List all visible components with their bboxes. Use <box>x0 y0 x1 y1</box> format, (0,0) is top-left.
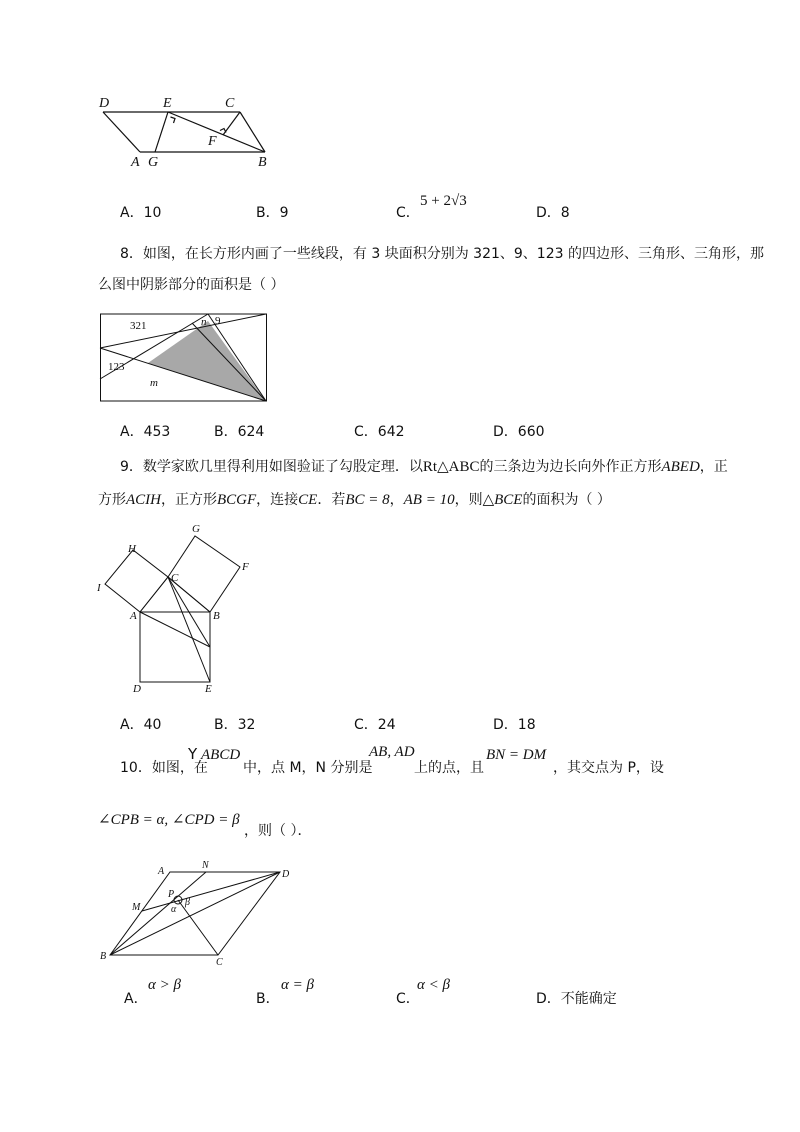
q9-option-a[interactable]: A．40 <box>120 717 162 733</box>
q10-condition: BN = DM <box>486 747 547 763</box>
q10-option-a-value: α > β <box>148 977 181 993</box>
q7-option-d[interactable]: D．8 <box>536 205 570 221</box>
q10-option-b[interactable]: B． <box>256 991 280 1007</box>
q9-label-G: G <box>192 523 200 535</box>
q8-figure <box>100 313 270 403</box>
q10-label-M: M <box>132 902 141 913</box>
q7-option-c[interactable]: C． <box>396 205 420 221</box>
q10-option-b-value: α = β <box>281 977 314 993</box>
q9-label-E: E <box>205 683 212 695</box>
q10-option-a[interactable]: A． <box>124 991 148 1007</box>
q7-option-c-value: 5 + 2√3 <box>420 193 467 209</box>
q10-label-D: D <box>282 869 290 880</box>
q10-label-N: N <box>202 860 209 871</box>
q9-option-d[interactable]: D．18 <box>493 717 536 733</box>
q10-option-c[interactable]: C． <box>396 991 420 1007</box>
q8-label-123: 123 <box>108 361 125 373</box>
q8-option-a[interactable]: A．453 <box>120 424 171 440</box>
q8-option-d[interactable]: D．660 <box>493 424 545 440</box>
q7-label-D: D <box>99 96 110 111</box>
q10-tail: ，则（ ）． <box>244 823 312 839</box>
q8-question-line1: 8．如图，在长方形内画了一些线段，有 3 块面积分别为 321、9、123 的四边形、三角形、三角形，那 <box>120 246 764 262</box>
q7-label-B: B <box>258 155 267 170</box>
q10-figure <box>98 855 298 968</box>
q9-label-D: D <box>133 683 141 695</box>
q9-label-H: H <box>128 543 136 555</box>
q10-option-d[interactable]: D．不能确定 <box>536 991 617 1007</box>
q8-label-m: m <box>150 377 158 389</box>
q8-question-line2: 么图中阴影部分的面积是（ ） <box>98 277 285 293</box>
q7-label-C: C <box>225 96 235 111</box>
q9-label-A: A <box>130 610 137 622</box>
q8-label-321: 321 <box>130 320 147 332</box>
q8-label-n: n <box>201 316 207 328</box>
q10-label-alpha: α <box>171 904 177 915</box>
q9-label-F: F <box>242 561 249 573</box>
q8-shaded-region <box>148 321 266 401</box>
q9-question-line2: 方形ACIH，正方形BCGF，连接CE．若BC = 8，AB = 10，则△BCE的面积为（ ） <box>98 492 611 508</box>
q9-option-b[interactable]: B．32 <box>214 717 256 733</box>
q10-abcd: ABCD <box>201 747 241 763</box>
q10-option-c-value: α < β <box>417 977 450 993</box>
q10-label-C: C <box>216 957 223 968</box>
q8-label-9: 9 <box>215 315 221 327</box>
q7-label-A: A <box>131 155 140 170</box>
q10-label-beta: β <box>185 897 190 908</box>
q7-option-a[interactable]: A．10 <box>120 205 162 221</box>
q10-mid1: 中，点 M，N 分别是 <box>243 760 373 776</box>
q9-figure <box>95 520 265 700</box>
q10-label-B: B <box>100 951 107 962</box>
q10-sides: AB, AD <box>369 744 415 760</box>
q9-option-c[interactable]: C．24 <box>354 717 396 733</box>
q9-label-B: B <box>213 610 220 622</box>
q7-figure <box>95 90 285 175</box>
q7-label-G: G <box>148 155 159 170</box>
q10-label-P: P <box>168 889 175 900</box>
q10-parallelogram-symbol: Y <box>188 745 198 763</box>
q9-question-line1: 9．数学家欧几里得利用如图验证了勾股定理．以Rt△ABC的三条边为边长向外作正方形ABED，正 <box>120 459 728 475</box>
q10-mid3: ，其交点为 P，设 <box>553 760 664 776</box>
q7-option-b[interactable]: B．9 <box>256 205 289 221</box>
q10-angles: ∠CPB = α, ∠CPD = β <box>98 812 240 828</box>
q9-label-C: C <box>171 572 179 584</box>
q9-label-I: I <box>97 582 101 594</box>
q7-label-E: E <box>163 96 172 111</box>
q10-mid2: 上的点，且 <box>414 760 484 776</box>
q8-option-c[interactable]: C．642 <box>354 424 405 440</box>
q10-label-A: A <box>158 866 165 877</box>
q8-option-b[interactable]: B．624 <box>214 424 265 440</box>
q10-prefix: 10．如图，在 <box>120 760 208 776</box>
q7-label-F: F <box>208 134 217 149</box>
